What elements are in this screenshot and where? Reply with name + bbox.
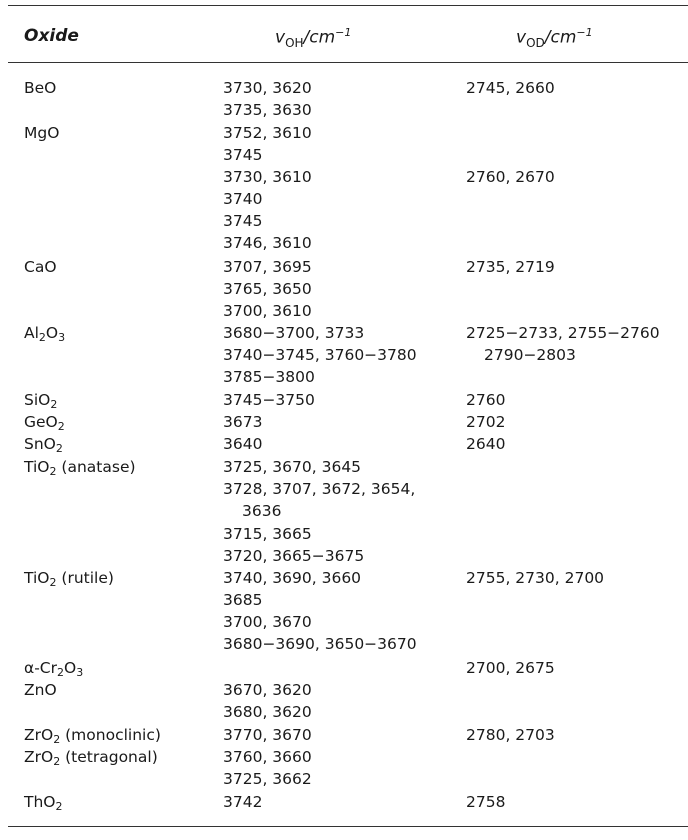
oxide-sio2: SiO$_2$	[24, 391, 58, 411]
voh-cell: 3725, 3662	[223, 770, 312, 788]
oxide-zno: ZnO	[24, 681, 57, 699]
voh-cell: 3680−3700, 3733	[223, 324, 365, 342]
table-bottom-rule	[8, 826, 688, 827]
voh-cell: 3673	[223, 413, 263, 431]
vod-cell: 2760	[466, 391, 506, 409]
vod-cell: 2780, 2703	[466, 726, 555, 744]
voh-cell: 3680−3690, 3650−3670	[223, 635, 417, 653]
vod-cell: 2745, 2660	[466, 79, 555, 97]
voh-cell: 3770, 3670	[223, 726, 312, 744]
voh-cell: 3640	[223, 435, 263, 453]
voh-cell: 3636	[242, 502, 282, 520]
oxide-tho2: ThO$_2$	[24, 793, 63, 813]
voh-cell: 3670, 3620	[223, 681, 312, 699]
voh-cell: 3745	[223, 146, 263, 164]
oxide-mgo: MgO	[24, 124, 60, 142]
voh-cell: 3752, 3610	[223, 124, 312, 142]
oxide-tio2-rutile: TiO$_2$ (rutile)	[24, 569, 114, 589]
oxide-cr2o3: $\alpha-Cr_2O_3$	[24, 659, 84, 679]
voh-cell: 3742	[223, 793, 263, 811]
vod-cell: 2755, 2730, 2700	[466, 569, 605, 587]
voh-cell: 3740	[223, 190, 263, 208]
vod-cell: 2640	[466, 435, 506, 453]
voh-cell: 3685	[223, 591, 263, 609]
voh-cell: 3740, 3690, 3660	[223, 569, 362, 587]
header-vod: $v_{OD}/cm^{-1}$	[516, 26, 593, 51]
voh-cell: 3746, 3610	[223, 234, 312, 252]
voh-cell: 3728, 3707, 3672, 3654,	[223, 480, 416, 498]
voh-cell: 3735, 3630	[223, 101, 312, 119]
voh-cell: 3707, 3695	[223, 258, 312, 276]
vod-cell: 2725−2733, 2755−2760	[466, 324, 660, 342]
oxide-zro2-monoclinic: ZrO$_2$ (monoclinic)	[24, 726, 161, 746]
voh-cell: 3785−3800	[223, 368, 315, 386]
table-header-rule	[8, 62, 688, 63]
oxide-beo: BeO	[24, 79, 57, 97]
oxide-al2o3: $Al_2O_3$	[24, 324, 66, 344]
voh-cell: 3760, 3660	[223, 748, 312, 766]
oxide-tio2-anatase: TiO$_2$ (anatase)	[24, 458, 136, 478]
vod-cell: 2790−2803	[484, 346, 576, 364]
oxide-sno2: SnO$_2$	[24, 435, 63, 455]
voh-cell: 3740−3745, 3760−3780	[223, 346, 417, 364]
voh-cell: 3720, 3665−3675	[223, 547, 365, 565]
voh-cell: 3745	[223, 212, 263, 230]
vod-cell: 2702	[466, 413, 506, 431]
vod-cell: 2700, 2675	[466, 659, 555, 677]
voh-cell: 3700, 3610	[223, 302, 312, 320]
vod-cell: 2735, 2719	[466, 258, 555, 276]
header-voh: $v_{OH}/cm^{-1}$	[275, 26, 352, 51]
voh-cell: 3765, 3650	[223, 280, 312, 298]
voh-cell: 3730, 3610	[223, 168, 312, 186]
oxide-geo2: GeO$_2$	[24, 413, 65, 433]
voh-cell: 3745−3750	[223, 391, 315, 409]
voh-cell: 3715, 3665	[223, 525, 312, 543]
voh-cell: 3700, 3670	[223, 613, 312, 631]
table-top-rule	[8, 5, 688, 6]
voh-cell: 3680, 3620	[223, 703, 312, 721]
oxide-cao: CaO	[24, 258, 57, 276]
voh-cell: 3725, 3670, 3645	[223, 458, 362, 476]
voh-cell: 3730, 3620	[223, 79, 312, 97]
vod-cell: 2758	[466, 793, 506, 811]
oxide-zro2-tetragonal: ZrO$_2$ (tetragonal)	[24, 748, 158, 768]
vod-cell: 2760, 2670	[466, 168, 555, 186]
header-oxide: Oxide	[24, 26, 79, 46]
